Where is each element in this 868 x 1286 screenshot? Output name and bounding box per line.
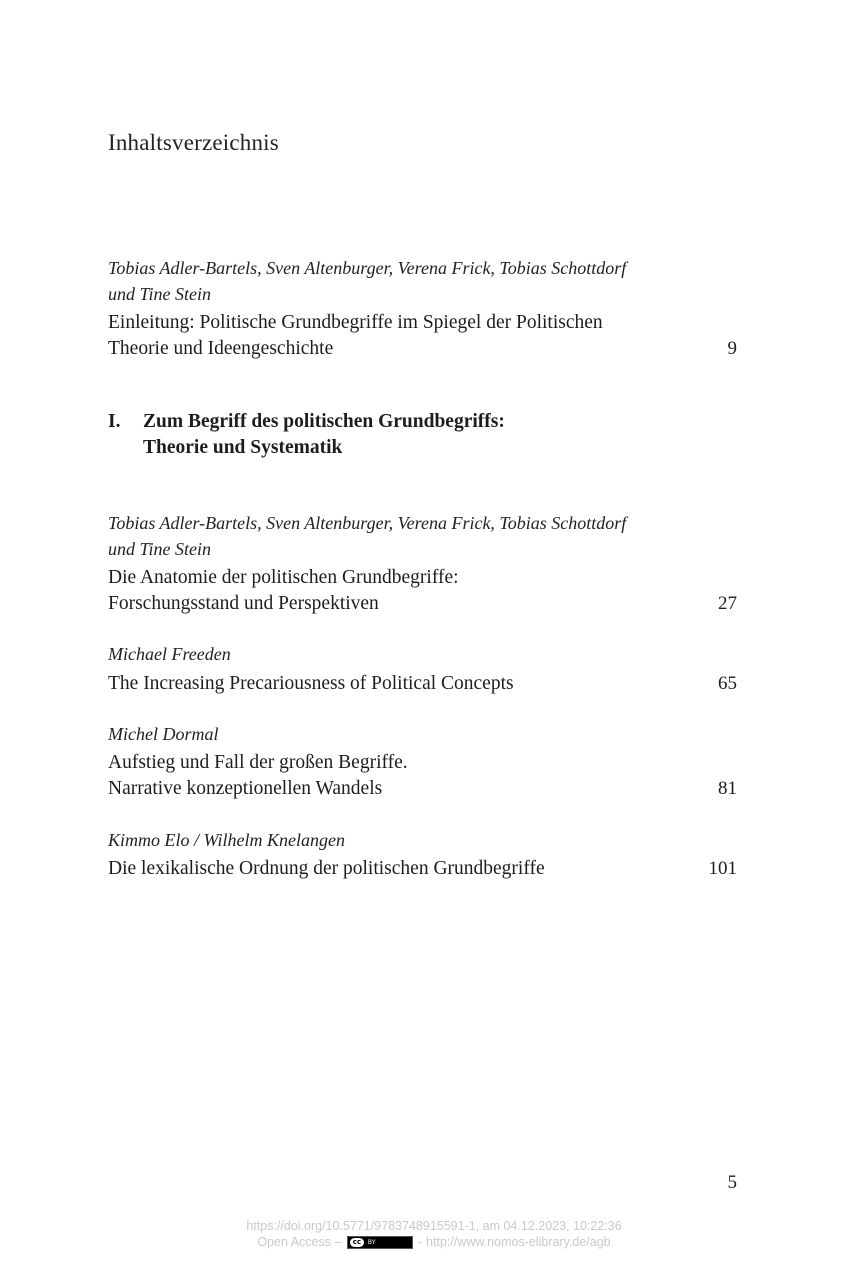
entry-authors bbox=[108, 721, 708, 747]
access-prefix: Open Access – bbox=[257, 1235, 342, 1249]
section-title-line: Theorie und Systematik bbox=[143, 437, 343, 458]
by-label: BY bbox=[367, 1239, 376, 1247]
authors-line: und Tine Stein bbox=[108, 539, 211, 559]
entry-title[interactable] bbox=[108, 671, 668, 697]
entry-page-number[interactable]: 65 bbox=[718, 673, 737, 694]
title-line: Die Anatomie der politischen Grundbegriffe: bbox=[108, 567, 459, 588]
entry-title[interactable] bbox=[108, 310, 668, 362]
title-line: The Increasing Precariousness of Political Concepts bbox=[108, 673, 514, 694]
title-line: Die lexikalische Ordnung der politischen Grundbegriffe bbox=[108, 858, 545, 879]
authors-line: Tobias Adler-Bartels, Sven Altenburger, Verena Frick, Tobias Schottdorf bbox=[108, 258, 627, 278]
title-line: Einleitung: Politische Grundbegriffe im Spiegel der Politischen bbox=[108, 312, 603, 333]
cc-by-license-icon[interactable] bbox=[347, 1236, 413, 1249]
section-number: I. bbox=[108, 411, 121, 432]
entry-page-number[interactable]: 101 bbox=[708, 858, 737, 879]
authors-line: Michael Freeden bbox=[108, 644, 231, 664]
entry-title[interactable] bbox=[108, 856, 668, 882]
section-title bbox=[143, 409, 505, 461]
folio-page-number: 5 bbox=[727, 1172, 737, 1193]
title-line: Aufstieg und Fall der großen Begriffe. bbox=[108, 752, 408, 773]
entry-page-number[interactable]: 81 bbox=[718, 778, 737, 799]
entry-title[interactable] bbox=[108, 565, 668, 617]
authors-line: Michel Dormal bbox=[108, 724, 219, 744]
entry-page-number[interactable]: 9 bbox=[727, 338, 737, 359]
entry-title[interactable] bbox=[108, 750, 668, 802]
authors-line: Tobias Adler-Bartels, Sven Altenburger, Verena Frick, Tobias Schottdorf bbox=[108, 513, 627, 533]
entry-authors bbox=[108, 510, 708, 562]
section-title-line: Zum Begriff des politischen Grundbegriffs: bbox=[143, 411, 505, 432]
title-line: Narrative konzeptionellen Wandels bbox=[108, 778, 383, 799]
title-line: Forschungsstand und Perspektiven bbox=[108, 593, 379, 614]
page-title: Inhaltsverzeichnis bbox=[108, 130, 279, 155]
authors-line: Kimmo Elo / Wilhelm Knelangen bbox=[108, 830, 345, 850]
cc-logo-icon: cc bbox=[350, 1238, 364, 1247]
entry-authors bbox=[108, 641, 708, 667]
title-line: Theorie und Ideengeschichte bbox=[108, 338, 334, 359]
entry-page-number[interactable]: 27 bbox=[718, 593, 737, 614]
doi-footer-line[interactable]: https://doi.org/10.5771/9783748915591-1, am 04.12.2023, 10:22:36 bbox=[246, 1219, 622, 1233]
entry-authors bbox=[108, 255, 708, 307]
authors-line: und Tine Stein bbox=[108, 284, 211, 304]
entry-authors bbox=[108, 827, 708, 853]
access-footer-line bbox=[0, 1234, 868, 1250]
access-suffix[interactable]: - http://www.nomos-elibrary.de/agb bbox=[418, 1235, 611, 1249]
